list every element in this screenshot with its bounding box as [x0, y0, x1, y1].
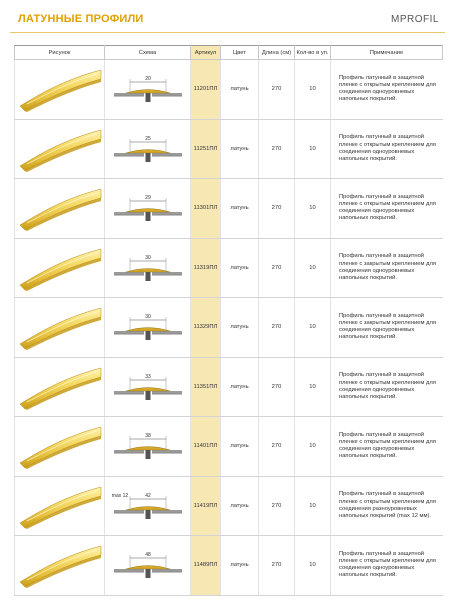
quantity-cell: 10 [295, 476, 331, 536]
profile-image-cell [15, 179, 105, 239]
article-cell: 11419ПЛ [191, 476, 221, 536]
width-dimension-label: 33 [144, 373, 151, 380]
width-dimension-label: 30 [144, 314, 151, 321]
brass-profile-image [17, 66, 103, 112]
header-divider [10, 32, 445, 33]
profile-image-cell [15, 238, 105, 298]
profile-cross-section-diagram [108, 191, 188, 225]
quantity-cell: 10 [295, 417, 331, 477]
profile-scheme-cell [105, 417, 191, 477]
table-row [15, 536, 443, 596]
note-cell: Профиль латунный в защитной пленке с открытым креплением для соединения одноуровневых напольных покрытий. [331, 357, 443, 417]
profile-cross-section-diagram [108, 429, 188, 463]
product-table [14, 45, 443, 596]
profile-scheme-cell [105, 476, 191, 536]
profile-cross-section-diagram [108, 310, 188, 344]
color-cell: латунь [221, 60, 259, 120]
page-title: ЛАТУННЫЕ ПРОФИЛИ [18, 13, 144, 25]
profile-scheme-cell [105, 60, 191, 120]
width-dimension-label: 48 [144, 552, 151, 559]
col-header-note: Примечание [331, 46, 443, 60]
length-cell: 270 [259, 298, 295, 358]
profile-image-cell [15, 298, 105, 358]
table-row [15, 119, 443, 179]
page-header [0, 0, 455, 40]
brass-profile-image [17, 245, 103, 291]
color-cell: латунь [221, 179, 259, 239]
profile-scheme-cell [105, 238, 191, 298]
brass-profile-image [17, 185, 103, 231]
brass-profile-image [17, 483, 103, 529]
profile-cross-section-diagram [108, 548, 188, 582]
length-cell: 270 [259, 536, 295, 596]
note-cell: Профиль латунный в защитной пленке с открытым креплением для соединения одноуровневых напольных покрытий. [331, 179, 443, 239]
profile-scheme-cell [105, 298, 191, 358]
profile-scheme-cell [105, 357, 191, 417]
table-row [15, 417, 443, 477]
max-height-label: max 12 [111, 492, 128, 499]
article-cell: 11251ПЛ [191, 119, 221, 179]
brass-profile-image [17, 542, 103, 588]
profile-cross-section-diagram [108, 251, 188, 285]
color-cell: латунь [221, 417, 259, 477]
quantity-cell: 10 [295, 179, 331, 239]
article-cell: 11401ПЛ [191, 417, 221, 477]
profile-cross-section-diagram [108, 132, 188, 166]
profile-image-cell [15, 417, 105, 477]
length-cell: 270 [259, 357, 295, 417]
color-cell: латунь [221, 536, 259, 596]
width-dimension-label: 30 [144, 254, 151, 261]
width-dimension-label: 29 [144, 195, 151, 202]
color-cell: латунь [221, 476, 259, 536]
col-header-length: Длина (см) [259, 46, 295, 60]
table-row [15, 476, 443, 536]
article-cell: 11319ПЛ [191, 238, 221, 298]
quantity-cell: 10 [295, 357, 331, 417]
note-cell: Профиль латунный в защитной пленке с закрытым креплением для соединения одноуровневых напольных покрытий. [331, 298, 443, 358]
profile-cross-section-diagram [108, 370, 188, 404]
quantity-cell: 10 [295, 238, 331, 298]
color-cell: латунь [221, 238, 259, 298]
col-header-scheme: Схема [105, 46, 191, 60]
brand-name: MPROFIL [391, 14, 439, 25]
brass-profile-image [17, 304, 103, 350]
col-header-quantity: Кол-во в уп. [295, 46, 331, 60]
profile-image-cell [15, 476, 105, 536]
profile-cross-section-diagram [108, 489, 188, 523]
profile-scheme-cell [105, 119, 191, 179]
brass-profile-image [17, 423, 103, 469]
length-cell: 270 [259, 476, 295, 536]
col-header-picture: Рисунок [15, 46, 105, 60]
profile-scheme-cell [105, 179, 191, 239]
length-cell: 270 [259, 179, 295, 239]
table-row [15, 60, 443, 120]
profile-image-cell [15, 536, 105, 596]
col-header-article: Артикул [191, 46, 221, 60]
article-cell: 11351ПЛ [191, 357, 221, 417]
color-cell: латунь [221, 357, 259, 417]
length-cell: 270 [259, 238, 295, 298]
table-header-row [15, 46, 443, 60]
width-dimension-label: 42 [144, 492, 151, 499]
article-cell: 11489ПЛ [191, 536, 221, 596]
color-cell: латунь [221, 119, 259, 179]
quantity-cell: 10 [295, 60, 331, 120]
table-row [15, 179, 443, 239]
table-row [15, 357, 443, 417]
brass-profile-image [17, 126, 103, 172]
width-dimension-label: 38 [144, 433, 151, 440]
profile-cross-section-diagram [108, 72, 188, 106]
profile-scheme-cell [105, 536, 191, 596]
profile-image-cell [15, 60, 105, 120]
quantity-cell: 10 [295, 536, 331, 596]
note-cell: Профиль латунный в защитной пленке с открытым креплением для соединения одноуровневых напольных покрытий. [331, 60, 443, 120]
brass-profile-image [17, 364, 103, 410]
color-cell: латунь [221, 298, 259, 358]
note-cell: Профиль латунный в защитной пленке с закрытым креплением для соединения одноуровневых напольных покрытий. [331, 238, 443, 298]
length-cell: 270 [259, 60, 295, 120]
width-dimension-label: 20 [144, 76, 151, 83]
note-cell: Профиль латунный в защитной пленке с открытым креплением для соединения разноуровневых напольных покрытий (max 12 мм). [331, 476, 443, 536]
article-cell: 11301ПЛ [191, 179, 221, 239]
width-dimension-label: 25 [144, 135, 151, 142]
col-header-color: Цвет [221, 46, 259, 60]
article-cell: 11329ПЛ [191, 298, 221, 358]
article-cell: 11201ПЛ [191, 60, 221, 120]
profile-image-cell [15, 119, 105, 179]
note-cell: Профиль латунный в защитной пленке с открытым креплением для соединения одноуровневых напольных покрытий. [331, 119, 443, 179]
quantity-cell: 10 [295, 119, 331, 179]
note-cell: Профиль латунный в защитной пленке с открытым креплением для соединения одноуровневых напольных покрытий. [331, 417, 443, 477]
table-row [15, 238, 443, 298]
length-cell: 270 [259, 119, 295, 179]
profile-image-cell [15, 357, 105, 417]
length-cell: 270 [259, 417, 295, 477]
note-cell: Профиль латунный в защитной пленке с открытым креплением для соединения одноуровневых напольных покрытий. [331, 536, 443, 596]
quantity-cell: 10 [295, 298, 331, 358]
table-row [15, 298, 443, 358]
